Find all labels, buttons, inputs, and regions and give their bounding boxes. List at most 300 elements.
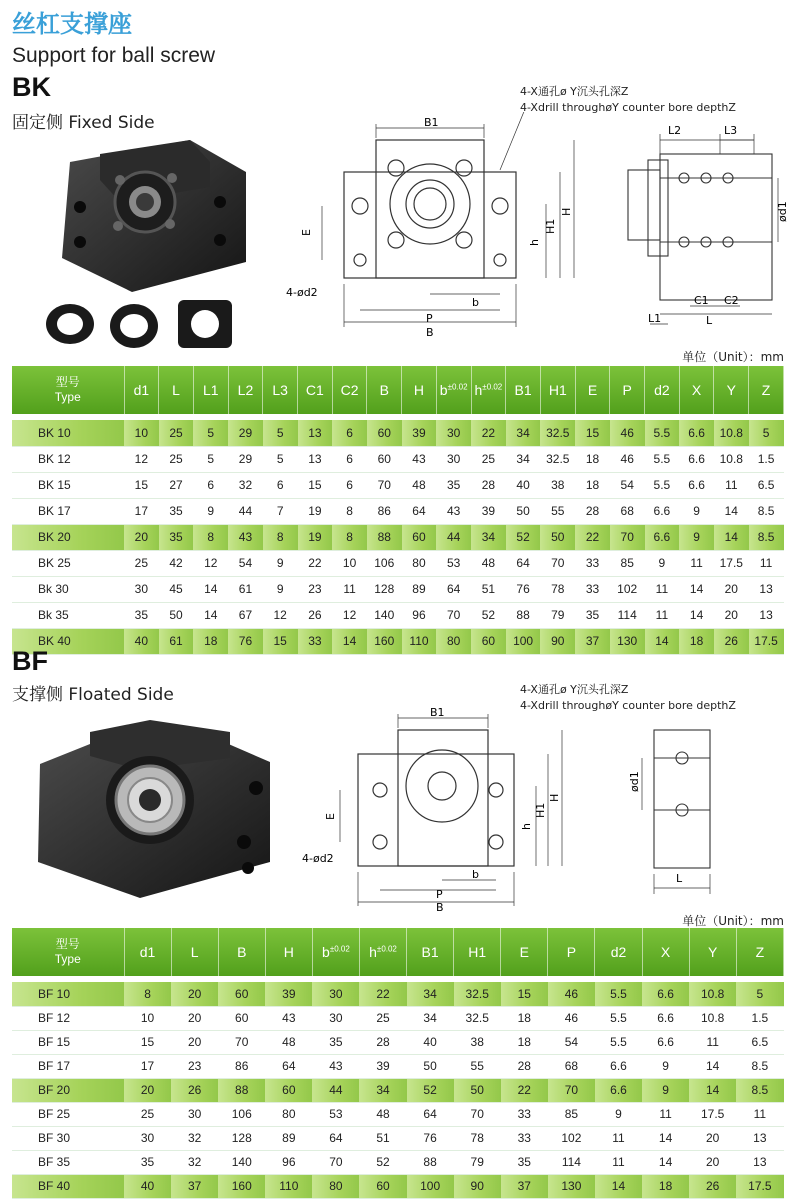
value-cell: 20 bbox=[171, 982, 218, 1006]
value-cell: 30 bbox=[312, 982, 359, 1006]
model-cell: BF 10 bbox=[12, 982, 124, 1006]
value-cell: 25 bbox=[124, 1102, 171, 1126]
value-cell: 70 bbox=[610, 524, 645, 550]
table-row bbox=[12, 1078, 784, 1102]
value-cell: 160 bbox=[218, 1174, 265, 1198]
value-cell: 15 bbox=[575, 420, 610, 446]
value-cell: 79 bbox=[540, 602, 575, 628]
bk-header-type-cn: 型号 bbox=[55, 375, 80, 389]
value-cell: 17.5 bbox=[714, 550, 749, 576]
value-cell: 6.6 bbox=[595, 1054, 642, 1078]
value-cell: 44 bbox=[228, 498, 263, 524]
value-cell: 9 bbox=[679, 524, 714, 550]
value-cell: 6.6 bbox=[645, 524, 680, 550]
value-cell: 60 bbox=[218, 982, 265, 1006]
value-cell: 52 bbox=[506, 524, 541, 550]
bk-dim-b-small: b bbox=[472, 296, 479, 309]
bf-header-label: B bbox=[237, 944, 247, 960]
table-row bbox=[12, 1054, 784, 1078]
value-cell: 25 bbox=[159, 420, 194, 446]
bf-header-p bbox=[548, 928, 595, 976]
value-cell: 15 bbox=[501, 982, 548, 1006]
value-cell: 44 bbox=[312, 1078, 359, 1102]
value-cell: 13 bbox=[298, 446, 333, 472]
value-cell: 6.6 bbox=[595, 1078, 642, 1102]
bk-header-l2 bbox=[228, 366, 263, 414]
table-row bbox=[12, 628, 784, 654]
value-cell: 40 bbox=[407, 1030, 454, 1054]
value-cell: 11 bbox=[332, 576, 367, 602]
value-cell: 60 bbox=[471, 628, 506, 654]
value-cell: 15 bbox=[124, 472, 159, 498]
value-cell: 64 bbox=[402, 498, 437, 524]
bf-header-label: b bbox=[322, 944, 330, 960]
value-cell: 68 bbox=[610, 498, 645, 524]
value-cell: 40 bbox=[124, 628, 159, 654]
value-cell: 15 bbox=[298, 472, 333, 498]
bf-hole-note bbox=[520, 682, 736, 714]
page-title-cn: 丝杠支撑座 bbox=[12, 10, 132, 38]
bf-table-header bbox=[12, 928, 784, 976]
value-cell: 38 bbox=[454, 1030, 501, 1054]
value-cell: 32.5 bbox=[540, 446, 575, 472]
bk-header-label: L2 bbox=[237, 382, 254, 398]
value-cell: 70 bbox=[312, 1150, 359, 1174]
value-cell: 64 bbox=[265, 1054, 312, 1078]
bf-header-e bbox=[501, 928, 548, 976]
value-cell: 32.5 bbox=[540, 420, 575, 446]
bf-dim-b-small: b bbox=[472, 868, 479, 881]
bf-hole-note-cn: 4-X通孔ø Y沉头孔深Z bbox=[520, 683, 629, 696]
table-row bbox=[12, 1174, 784, 1198]
bk-header-label: X bbox=[691, 382, 702, 398]
value-cell: 35 bbox=[124, 1150, 171, 1174]
bk-spec-table bbox=[12, 366, 784, 655]
value-cell: 50 bbox=[159, 602, 194, 628]
value-cell: 28 bbox=[501, 1054, 548, 1078]
value-cell: 39 bbox=[359, 1054, 406, 1078]
bk-header-label: d1 bbox=[133, 382, 150, 398]
value-cell: 9 bbox=[595, 1102, 642, 1126]
value-cell: 102 bbox=[610, 576, 645, 602]
value-cell: 52 bbox=[407, 1078, 454, 1102]
bk-header-label: H bbox=[413, 382, 425, 398]
bk-hole-note-en: 4-Xdrill throughøY counter bore depthZ bbox=[520, 101, 736, 114]
model-cell: BK 20 bbox=[12, 524, 124, 550]
value-cell: 6 bbox=[193, 472, 228, 498]
bf-header-label: Z bbox=[755, 944, 765, 960]
value-cell: 60 bbox=[367, 420, 402, 446]
value-cell: 64 bbox=[312, 1126, 359, 1150]
table-row bbox=[12, 576, 784, 602]
value-cell: 14 bbox=[332, 628, 367, 654]
value-cell: 33 bbox=[575, 550, 610, 576]
bf-header-type-en: Type bbox=[54, 952, 81, 966]
bf-header-label: d1 bbox=[139, 944, 156, 960]
value-cell: 13 bbox=[736, 1150, 783, 1174]
value-cell: 90 bbox=[540, 628, 575, 654]
value-cell: 52 bbox=[359, 1150, 406, 1174]
value-cell: 48 bbox=[265, 1030, 312, 1054]
bk-dim-h-small: h bbox=[528, 239, 541, 246]
value-cell: 53 bbox=[312, 1102, 359, 1126]
value-cell: 7 bbox=[263, 498, 298, 524]
bk-dim-l2: L2 bbox=[668, 124, 682, 137]
value-cell: 102 bbox=[548, 1126, 595, 1150]
value-cell: 67 bbox=[228, 602, 263, 628]
value-cell: 51 bbox=[359, 1126, 406, 1150]
value-cell: 5.5 bbox=[595, 1006, 642, 1030]
value-cell: 15 bbox=[124, 1030, 171, 1054]
value-cell: 60 bbox=[359, 1174, 406, 1198]
bf-header-z bbox=[736, 928, 783, 976]
bk-dim-p: P bbox=[426, 312, 433, 325]
value-cell: 35 bbox=[436, 472, 471, 498]
value-cell: 5.5 bbox=[595, 1030, 642, 1054]
value-cell: 90 bbox=[454, 1174, 501, 1198]
value-cell: 60 bbox=[218, 1006, 265, 1030]
value-cell: 5.5 bbox=[645, 420, 680, 446]
value-cell: 50 bbox=[540, 524, 575, 550]
value-cell: 18 bbox=[193, 628, 228, 654]
bk-header-h1 bbox=[540, 366, 575, 414]
model-cell: BF 20 bbox=[12, 1078, 124, 1102]
bf-header-label: L bbox=[190, 944, 199, 960]
value-cell: 20 bbox=[171, 1030, 218, 1054]
value-cell: 11 bbox=[645, 576, 680, 602]
value-cell: 12 bbox=[263, 602, 298, 628]
value-cell: 6.6 bbox=[679, 420, 714, 446]
bk-header-b1 bbox=[506, 366, 541, 414]
bk-header-label: L bbox=[172, 382, 180, 398]
table-row bbox=[12, 420, 784, 446]
value-cell: 8 bbox=[124, 982, 171, 1006]
value-cell: 5.5 bbox=[595, 982, 642, 1006]
value-cell: 26 bbox=[689, 1174, 736, 1198]
value-cell: 70 bbox=[540, 550, 575, 576]
bf-header-h1 bbox=[454, 928, 501, 976]
bf-header-label: Y bbox=[708, 944, 718, 960]
value-cell: 140 bbox=[367, 602, 402, 628]
value-cell: 76 bbox=[407, 1126, 454, 1150]
value-cell: 20 bbox=[689, 1150, 736, 1174]
value-cell: 14 bbox=[714, 524, 749, 550]
value-cell: 20 bbox=[714, 602, 749, 628]
model-cell: BF 35 bbox=[12, 1150, 124, 1174]
value-cell: 9 bbox=[679, 498, 714, 524]
bk-header-e bbox=[575, 366, 610, 414]
value-cell: 5.5 bbox=[645, 472, 680, 498]
bk-header-label: P bbox=[622, 382, 632, 398]
bf-header-x bbox=[642, 928, 689, 976]
table-row bbox=[12, 524, 784, 550]
value-cell: 40 bbox=[506, 472, 541, 498]
bk-header-l bbox=[159, 366, 194, 414]
value-cell: 10.8 bbox=[689, 982, 736, 1006]
bk-header-label: B1 bbox=[514, 382, 532, 398]
bk-dim-h: H bbox=[560, 207, 573, 216]
value-cell: 88 bbox=[367, 524, 402, 550]
value-cell: 86 bbox=[218, 1054, 265, 1078]
value-cell: 64 bbox=[436, 576, 471, 602]
value-cell: 52 bbox=[471, 602, 506, 628]
bf-header-label: B1 bbox=[421, 944, 439, 960]
value-cell: 32.5 bbox=[454, 982, 501, 1006]
bk-dim-l1: L1 bbox=[648, 312, 662, 325]
bk-section-title: BK bbox=[12, 72, 51, 102]
bf-header-label: H bbox=[283, 944, 294, 960]
value-cell: 128 bbox=[218, 1126, 265, 1150]
bf-hole-note-en: 4-Xdrill throughøY counter bore depthZ bbox=[520, 699, 736, 712]
value-cell: 8 bbox=[263, 524, 298, 550]
value-cell: 17.5 bbox=[749, 628, 784, 654]
value-cell: 35 bbox=[159, 524, 194, 550]
bk-header-label: L3 bbox=[272, 382, 288, 398]
model-cell: BK 40 bbox=[12, 628, 124, 654]
value-cell: 6 bbox=[263, 472, 298, 498]
model-cell: BK 10 bbox=[12, 420, 124, 446]
value-cell: 20 bbox=[171, 1006, 218, 1030]
value-cell: 5 bbox=[263, 446, 298, 472]
value-cell: 114 bbox=[610, 602, 645, 628]
value-cell: 48 bbox=[471, 550, 506, 576]
value-cell: 17 bbox=[124, 1054, 171, 1078]
value-cell: 26 bbox=[714, 628, 749, 654]
value-cell: 46 bbox=[610, 420, 645, 446]
value-cell: 23 bbox=[171, 1054, 218, 1078]
bk-header-label: H1 bbox=[548, 382, 567, 398]
value-cell: 14 bbox=[193, 576, 228, 602]
value-cell: 34 bbox=[471, 524, 506, 550]
table-row bbox=[12, 472, 784, 498]
value-cell: 10.8 bbox=[714, 446, 749, 472]
bk-header-l1 bbox=[193, 366, 228, 414]
value-cell: 25 bbox=[359, 1006, 406, 1030]
value-cell: 30 bbox=[124, 1126, 171, 1150]
bk-dim-c1: C1 bbox=[694, 294, 709, 307]
value-cell: 68 bbox=[548, 1054, 595, 1078]
value-cell: 11 bbox=[749, 550, 784, 576]
value-cell: 140 bbox=[218, 1150, 265, 1174]
value-cell: 6.6 bbox=[642, 982, 689, 1006]
value-cell: 35 bbox=[312, 1030, 359, 1054]
bf-header-type bbox=[12, 928, 124, 976]
bk-header-h bbox=[402, 366, 437, 414]
value-cell: 13 bbox=[736, 1126, 783, 1150]
table-row bbox=[12, 1126, 784, 1150]
value-cell: 14 bbox=[679, 576, 714, 602]
value-cell: 12 bbox=[193, 550, 228, 576]
value-cell: 1.5 bbox=[736, 1006, 783, 1030]
table-row bbox=[12, 982, 784, 1006]
bk-header-tolerance: ±0.02 bbox=[482, 382, 503, 392]
value-cell: 19 bbox=[298, 498, 333, 524]
value-cell: 70 bbox=[367, 472, 402, 498]
model-cell: BF 12 bbox=[12, 1006, 124, 1030]
bf-header-label: X bbox=[660, 944, 671, 960]
bf-header-h bbox=[359, 928, 406, 976]
bf-dim-b1: B1 bbox=[430, 706, 445, 719]
value-cell: 50 bbox=[454, 1078, 501, 1102]
value-cell: 43 bbox=[402, 446, 437, 472]
value-cell: 64 bbox=[506, 550, 541, 576]
bk-dim-b1: B1 bbox=[424, 116, 439, 129]
value-cell: 38 bbox=[540, 472, 575, 498]
value-cell: 22 bbox=[575, 524, 610, 550]
bk-table-header bbox=[12, 366, 784, 414]
value-cell: 33 bbox=[501, 1102, 548, 1126]
value-cell: 39 bbox=[471, 498, 506, 524]
value-cell: 55 bbox=[454, 1054, 501, 1078]
value-cell: 8.5 bbox=[736, 1078, 783, 1102]
bk-header-y bbox=[714, 366, 749, 414]
value-cell: 130 bbox=[610, 628, 645, 654]
value-cell: 17.5 bbox=[689, 1102, 736, 1126]
value-cell: 55 bbox=[540, 498, 575, 524]
value-cell: 10 bbox=[124, 420, 159, 446]
value-cell: 11 bbox=[736, 1102, 783, 1126]
value-cell: 44 bbox=[436, 524, 471, 550]
value-cell: 11 bbox=[714, 472, 749, 498]
value-cell: 5 bbox=[263, 420, 298, 446]
bk-header-c1 bbox=[298, 366, 333, 414]
bk-header-label: h bbox=[474, 382, 483, 398]
value-cell: 85 bbox=[610, 550, 645, 576]
bf-spec-table bbox=[12, 928, 784, 1199]
value-cell: 80 bbox=[265, 1102, 312, 1126]
value-cell: 20 bbox=[124, 524, 159, 550]
value-cell: 39 bbox=[265, 982, 312, 1006]
value-cell: 32 bbox=[171, 1150, 218, 1174]
bk-header-type bbox=[12, 366, 124, 414]
table-row bbox=[12, 498, 784, 524]
value-cell: 10 bbox=[332, 550, 367, 576]
bf-dim-h-small: h bbox=[520, 823, 533, 830]
value-cell: 14 bbox=[595, 1174, 642, 1198]
value-cell: 70 bbox=[218, 1030, 265, 1054]
value-cell: 39 bbox=[402, 420, 437, 446]
value-cell: 14 bbox=[193, 602, 228, 628]
value-cell: 70 bbox=[548, 1078, 595, 1102]
value-cell: 50 bbox=[506, 498, 541, 524]
bk-header-label: b bbox=[439, 382, 448, 398]
bf-header-type-cn: 型号 bbox=[55, 937, 80, 951]
page-title-en: Support for ball screw bbox=[12, 44, 216, 67]
value-cell: 32.5 bbox=[454, 1006, 501, 1030]
model-cell: Bk 35 bbox=[12, 602, 124, 628]
bf-header-label: d2 bbox=[610, 944, 627, 960]
value-cell: 79 bbox=[454, 1150, 501, 1174]
value-cell: 43 bbox=[312, 1054, 359, 1078]
value-cell: 13 bbox=[298, 420, 333, 446]
bk-header-c2 bbox=[332, 366, 367, 414]
value-cell: 30 bbox=[171, 1102, 218, 1126]
value-cell: 96 bbox=[402, 602, 437, 628]
value-cell: 6 bbox=[332, 472, 367, 498]
value-cell: 160 bbox=[367, 628, 402, 654]
value-cell: 22 bbox=[298, 550, 333, 576]
value-cell: 35 bbox=[501, 1150, 548, 1174]
value-cell: 15 bbox=[263, 628, 298, 654]
value-cell: 34 bbox=[359, 1078, 406, 1102]
value-cell: 20 bbox=[714, 576, 749, 602]
bk-header-label: C1 bbox=[305, 382, 324, 398]
model-cell: BF 40 bbox=[12, 1174, 124, 1198]
value-cell: 5.5 bbox=[645, 446, 680, 472]
value-cell: 23 bbox=[298, 576, 333, 602]
value-cell: 18 bbox=[501, 1030, 548, 1054]
model-cell: BK 17 bbox=[12, 498, 124, 524]
value-cell: 20 bbox=[689, 1126, 736, 1150]
bk-header-label: Z bbox=[761, 382, 771, 398]
value-cell: 54 bbox=[228, 550, 263, 576]
value-cell: 5 bbox=[193, 446, 228, 472]
value-cell: 6.6 bbox=[645, 498, 680, 524]
table-row bbox=[12, 1102, 784, 1126]
value-cell: 130 bbox=[548, 1174, 595, 1198]
value-cell: 13 bbox=[749, 602, 784, 628]
value-cell: 37 bbox=[171, 1174, 218, 1198]
value-cell: 20 bbox=[124, 1078, 171, 1102]
value-cell: 6.6 bbox=[642, 1006, 689, 1030]
value-cell: 30 bbox=[436, 446, 471, 472]
bk-dim-d1: ød1 bbox=[776, 201, 789, 222]
value-cell: 60 bbox=[367, 446, 402, 472]
bk-header-p bbox=[610, 366, 645, 414]
bf-section-subtitle: 支撑侧 Floated Side bbox=[12, 685, 174, 705]
value-cell: 88 bbox=[218, 1078, 265, 1102]
bk-product-photo bbox=[40, 132, 270, 358]
value-cell: 28 bbox=[359, 1030, 406, 1054]
value-cell: 51 bbox=[471, 576, 506, 602]
value-cell: 29 bbox=[228, 446, 263, 472]
value-cell: 32 bbox=[228, 472, 263, 498]
bf-header-label: H1 bbox=[468, 944, 487, 960]
value-cell: 8 bbox=[332, 524, 367, 550]
value-cell: 60 bbox=[265, 1078, 312, 1102]
value-cell: 46 bbox=[610, 446, 645, 472]
value-cell: 88 bbox=[407, 1150, 454, 1174]
bf-header-tolerance: ±0.02 bbox=[329, 944, 350, 954]
value-cell: 70 bbox=[454, 1102, 501, 1126]
bk-side-view-drawing bbox=[620, 118, 790, 338]
value-cell: 43 bbox=[228, 524, 263, 550]
value-cell: 86 bbox=[367, 498, 402, 524]
bk-front-view-drawing bbox=[284, 112, 624, 344]
value-cell: 30 bbox=[124, 576, 159, 602]
bf-unit-label: 单位（Unit）：mm bbox=[682, 914, 784, 928]
value-cell: 17.5 bbox=[736, 1174, 783, 1198]
bk-header-type-en: Type bbox=[54, 390, 81, 404]
value-cell: 26 bbox=[171, 1078, 218, 1102]
value-cell: 10 bbox=[124, 1006, 171, 1030]
value-cell: 46 bbox=[548, 982, 595, 1006]
value-cell: 17 bbox=[124, 498, 159, 524]
bk-header-label: L1 bbox=[202, 382, 219, 398]
value-cell: 89 bbox=[265, 1126, 312, 1150]
value-cell: 110 bbox=[402, 628, 437, 654]
value-cell: 64 bbox=[407, 1102, 454, 1126]
bk-hole-note-cn: 4-X通孔ø Y沉头孔深Z bbox=[520, 85, 629, 98]
bk-header-label: E bbox=[587, 382, 598, 398]
bf-header-b bbox=[312, 928, 359, 976]
value-cell: 30 bbox=[436, 420, 471, 446]
value-cell: 18 bbox=[501, 1006, 548, 1030]
value-cell: 19 bbox=[298, 524, 333, 550]
bf-header-label: P bbox=[566, 944, 577, 960]
value-cell: 25 bbox=[471, 446, 506, 472]
value-cell: 6.6 bbox=[679, 446, 714, 472]
